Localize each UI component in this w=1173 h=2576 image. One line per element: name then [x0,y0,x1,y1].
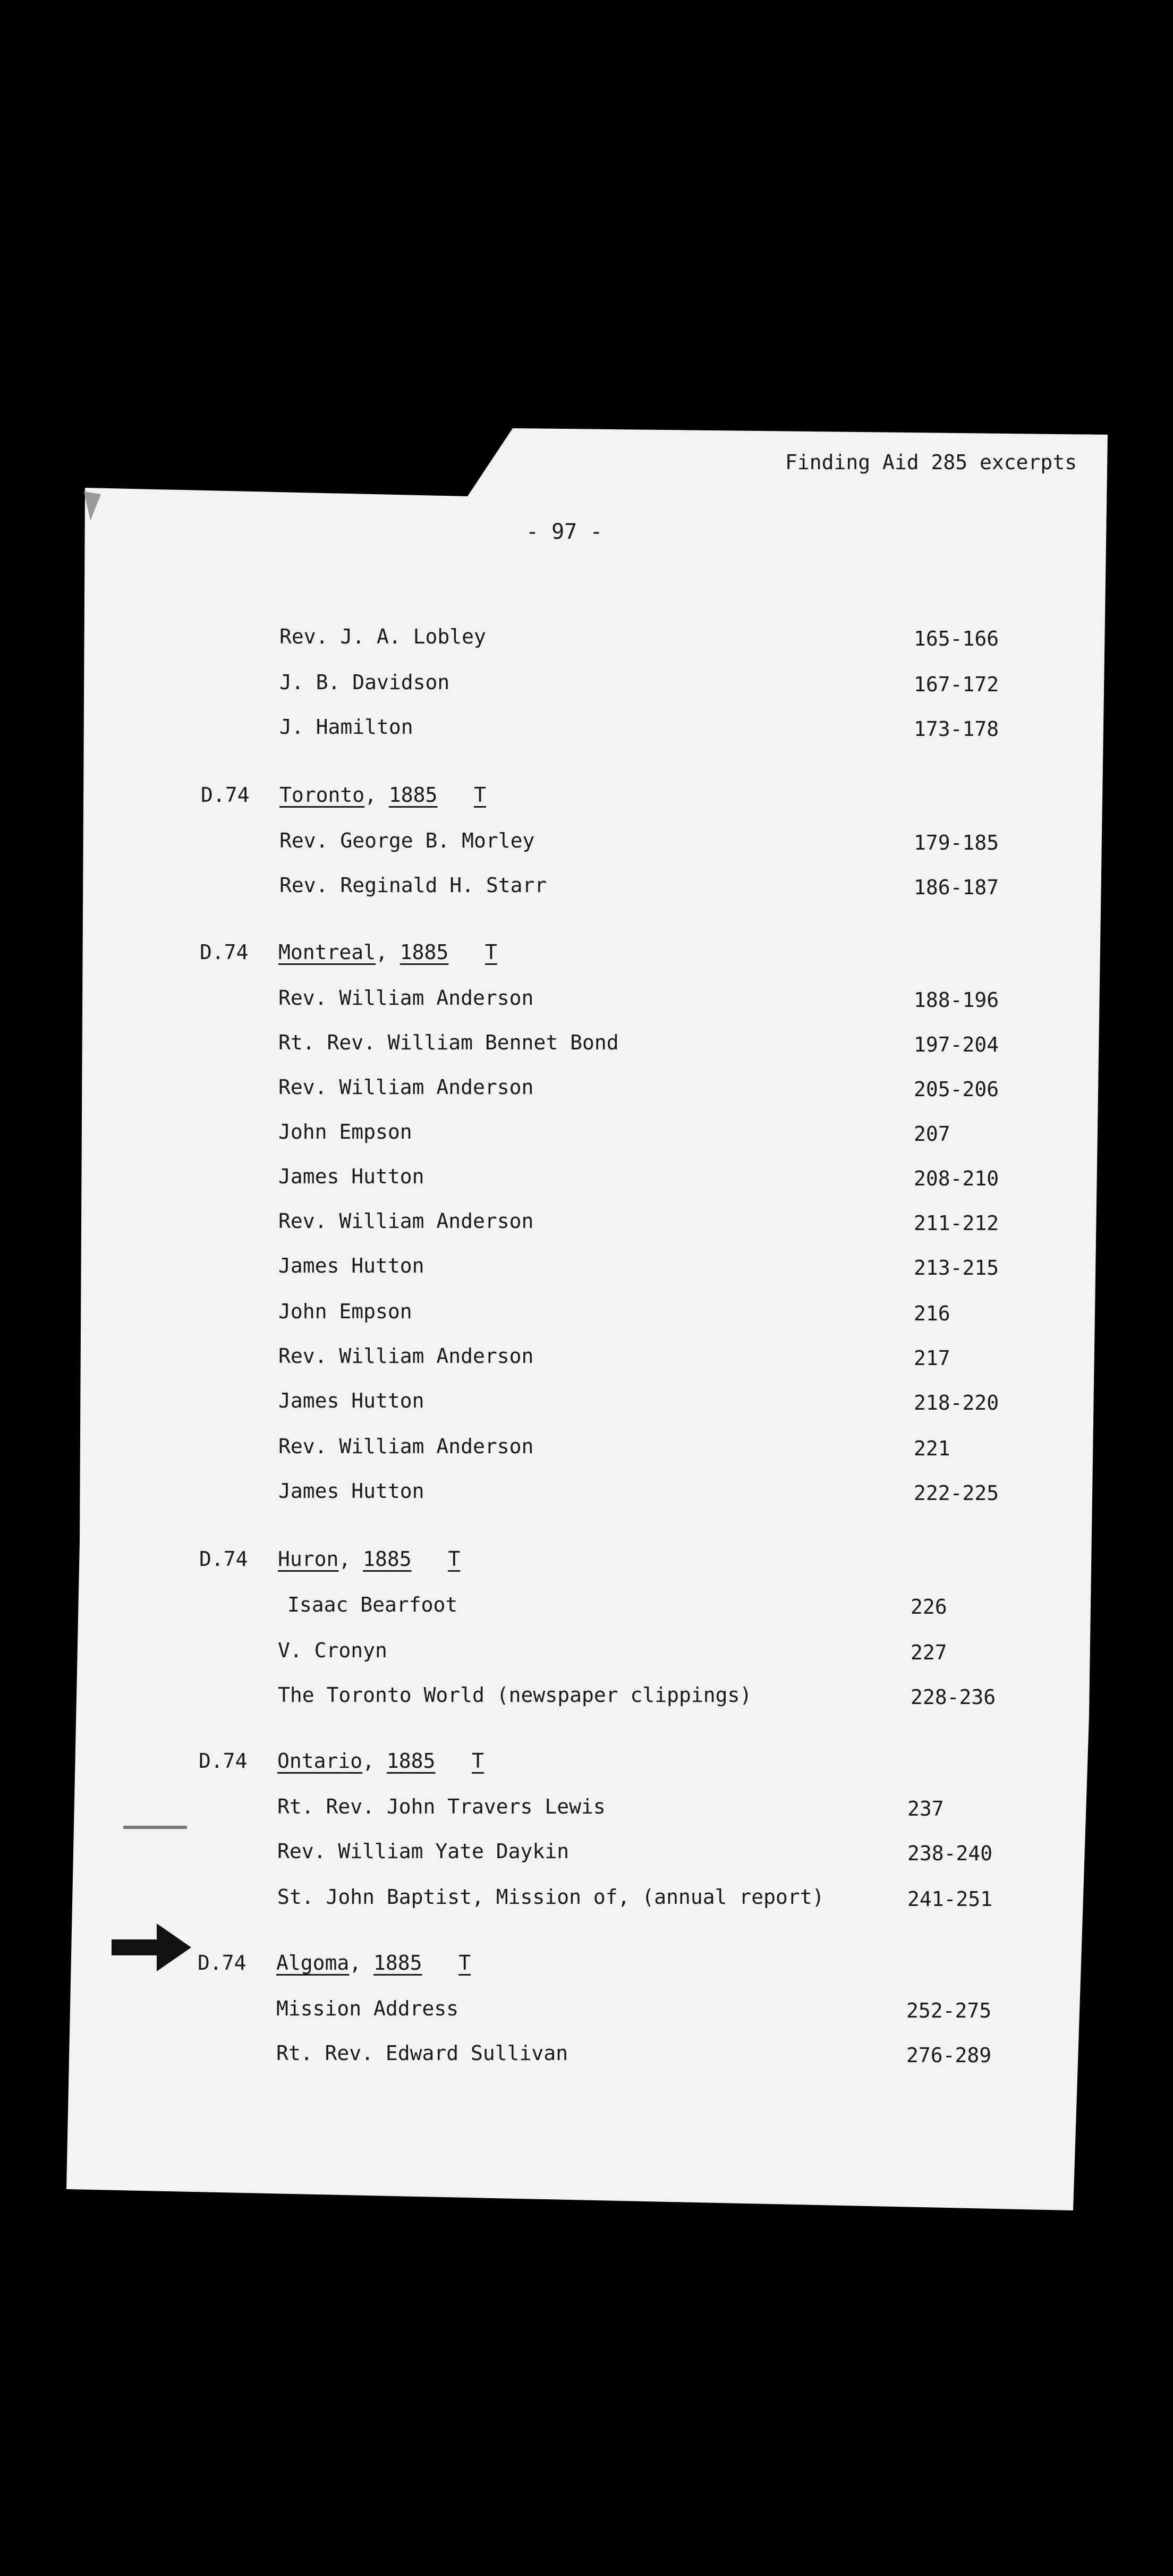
entry-name: Rev. George B. Morley [279,829,535,852]
entry-name: J. B. Davidson [279,671,450,694]
entry-pages: 276-289 [906,2044,992,2067]
entry-name: John Empson [278,1300,412,1323]
heading-year: 1885 [363,1547,412,1571]
entry-pages: 186-187 [914,876,999,899]
entry-pages: 237 [907,1797,944,1820]
entry-name: Rt. Rev. John Travers Lewis [277,1795,606,1818]
entry-name: John Empson [278,1120,412,1143]
entry-name: The Toronto World (newspaper clippings) [278,1683,752,1707]
heading-separator: , [338,1547,363,1571]
entry-name: Rev. William Anderson [278,1075,534,1099]
entry-pages: 208-210 [914,1167,999,1190]
entry-pages: 213-215 [914,1256,999,1279]
section-heading [276,1951,471,1975]
record-code: D.74 [200,940,249,964]
record-code: D.74 [201,783,250,807]
diocese-name: Huron [278,1547,339,1571]
entry-pages: 205-206 [914,1078,999,1101]
entry-pages: 197-204 [914,1033,999,1056]
entry-name: V. Cronyn [278,1639,387,1662]
entry-pages: 179-185 [914,831,999,854]
entry-pages: 217 [914,1346,950,1370]
entry-name: Rt. Rev. Edward Sullivan [276,2041,568,2065]
entry-pages: 188-196 [914,988,999,1012]
margin-mark [123,1826,187,1829]
entry-pages: 252-275 [906,1999,992,2022]
heading-flag: T [458,1951,471,1975]
heading-separator: , [376,940,400,964]
document-header: Finding Aid 285 excerpts [785,451,1077,474]
section-heading [279,783,486,807]
entry-pages: 165-166 [914,627,999,650]
heading-flag: T [448,1547,461,1571]
heading-separator: , [362,1749,387,1773]
entry-name: James Hutton [278,1165,424,1188]
entry-name: St. John Baptist, Mission of, (annual report) [277,1885,824,1909]
section-heading [278,940,497,964]
entry-name: J. Hamilton [279,715,413,739]
diocese-name: Toronto [279,783,365,807]
entry-pages: 216 [914,1302,950,1325]
entry-name: Rev. William Anderson [278,1209,534,1233]
entry-pages: 167-172 [914,673,999,696]
heading-flag: T [472,1749,484,1773]
entry-name: Rev. Reginald H. Starr [279,874,547,897]
page-number: - 97 - [526,520,603,544]
heading-flag: T [474,783,486,807]
arrow-right-icon [112,1923,191,1971]
heading-year: 1885 [373,1951,422,1975]
section-heading [277,1749,484,1773]
entry-pages: 218-220 [914,1391,999,1414]
entry-name: Rev. William Anderson [278,1435,534,1458]
entry-name: Rt. Rev. William Bennet Bond [278,1031,619,1054]
entry-pages: 221 [914,1437,950,1460]
entry-name: James Hutton [278,1389,424,1412]
entry-name: Isaac Bearfoot [287,1593,458,1616]
entry-pages: 173-178 [914,717,999,741]
heading-separator: , [349,1951,374,1975]
entry-name: Rev. William Anderson [278,1344,534,1368]
record-code: D.74 [199,1749,248,1773]
entry-pages: 222-225 [914,1481,999,1505]
entry-name: Rev. William Yate Daykin [277,1840,570,1863]
entry-pages: 211-212 [914,1211,999,1235]
diocese-name: Algoma [276,1951,350,1975]
entry-pages: 228-236 [911,1685,996,1709]
entry-name: James Hutton [278,1254,424,1277]
entry-pages: 226 [911,1595,947,1619]
diocese-name: Montreal [278,940,376,964]
heading-year: 1885 [400,940,449,964]
entry-pages: 227 [911,1641,947,1664]
entry-pages: 238-240 [907,1842,993,1865]
entry-pages: 207 [914,1122,950,1146]
diocese-name: Ontario [277,1749,363,1773]
section-heading [278,1547,460,1571]
heading-separator: , [364,783,389,807]
entry-name: Mission Address [276,1997,459,2020]
heading-flag: T [484,940,497,964]
record-code: D.74 [199,1547,248,1571]
entry-name: James Hutton [278,1479,424,1503]
entry-name: Rev. William Anderson [278,986,534,1010]
heading-year: 1885 [388,783,438,807]
entry-name: Rev. J. A. Lobley [279,625,486,648]
record-code: D.74 [198,1951,246,1975]
entry-pages: 241-251 [907,1887,993,1911]
heading-year: 1885 [386,1749,436,1773]
